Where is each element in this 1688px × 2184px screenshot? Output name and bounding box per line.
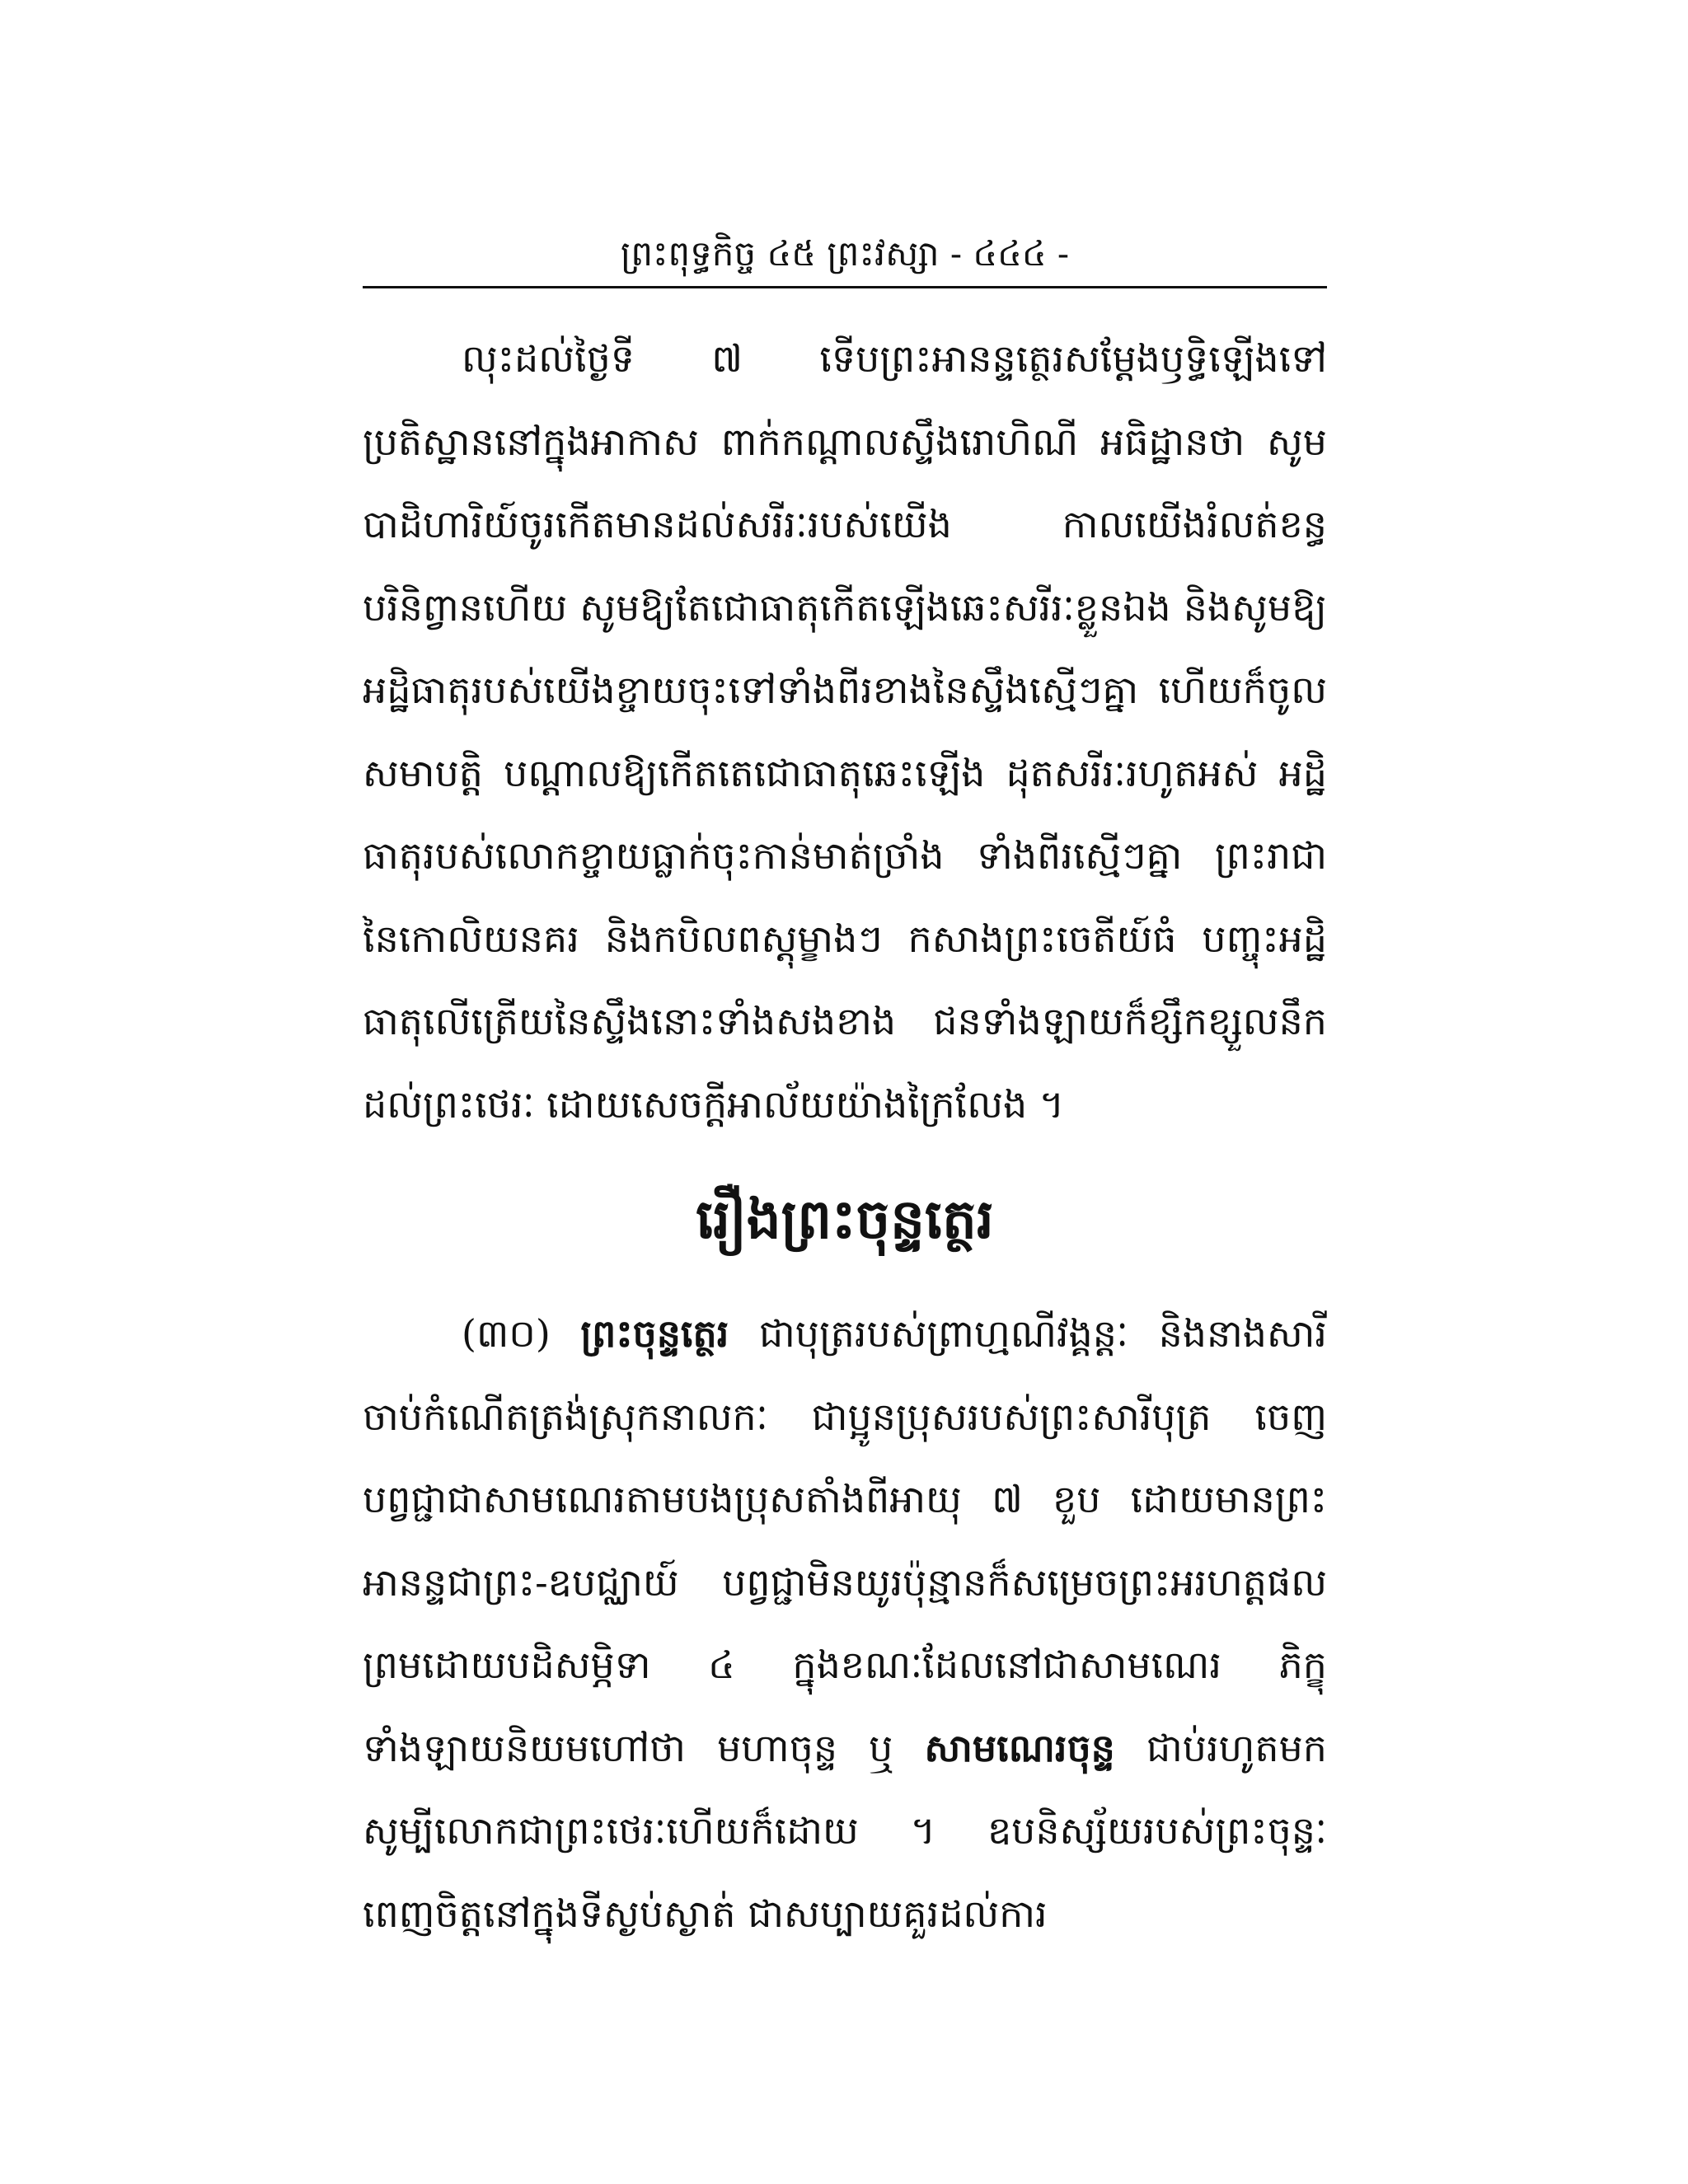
header-rule — [363, 286, 1327, 288]
paragraph-1: លុះដល់ថ្ងៃទី ៧ ទើបព្រះអានន្ទត្ថេរសម្តែងឫទ្ធិឡើងទៅប្រតិស្ឋាននៅក្នុងអាកាស ពាក់កណ្តាលស្ទឹងរោហិណី អធិដ្ឋានថា សូមបាដិហារិយ៍ចូរកើតមានដល់សរីរៈរបស់យើង កាលយើងរំលត់ខន្ធបរិនិព្វានហើយ សូមឱ្យតែជោធាតុកើតឡើងឆេះសរីរៈខ្លួនឯង និងសូមឱ្យអដ្ឋិធាតុរបស់យើងខ្ចាយចុះទៅទាំងពីរខាងនៃស្ទឹងស្មើៗគ្នា ហើយក៏ចូលសមាបត្តិ បណ្តាលឱ្យកើតតេជោធាតុឆេះឡើង ដុតសរីរៈរហូតអស់ អដ្ឋិធាតុរបស់លោកខ្ចាយធ្លាក់ចុះកាន់មាត់ច្រាំង ទាំងពីរស្មើៗគ្នា ព្រះរាជានៃកោលិយនគរ និងកបិលពស្តុម្ខាងៗ កសាងព្រះចេតីយ៍ធំ បញ្ចុះអដ្ឋិធាតុលើត្រើយនៃស្ទឹងនោះទាំងសងខាង ជនទាំងឡាយក៏ខ្សឹកខ្សួលនឹកដល់ព្រះថេរៈ ដោយសេចក្តីអាល័យយ៉ាងក្រៃលែង ។ — [363, 336, 1327, 1127]
body-text — [363, 317, 1327, 1955]
paragraph-2-text-b: ជាប់រហូតមក សូម្បីលោកជាព្រះថេរៈហើយក៏ដោយ ។ ឧបនិស្ស័យរបស់ព្រះចុន្ទៈ ពេញចិត្តនៅក្នុងទីស្ងប់ស្ងាត់ ជាសប្បាយគួរដល់ការ — [363, 1725, 1327, 1936]
section-heading: រឿងព្រះចុន្ទត្ថេរ — [696, 1187, 994, 1251]
paragraph-2 — [363, 1292, 1327, 1955]
paragraph-number: (៣០) — [462, 1311, 551, 1356]
running-header: ព្រះពុទ្ធកិច្ច ៤៥ ព្រះវស្សា - ៤៤៤ - — [620, 233, 1070, 274]
novice-name: សាមណេរចុន្ទ — [924, 1725, 1115, 1770]
monk-name: ព្រះចុន្ទត្ថេរ — [580, 1311, 729, 1356]
paragraph-2-text-a: ជាបុត្ររបស់ព្រាហ្មណីវង្គន្តៈ និងនាងសារី ចាប់កំណើតត្រង់ស្រុកនាលកៈ ជាប្អូនប្រុសរបស់ព្រះសារីបុត្រ ចេញបព្វជ្ជាជាសាមណេរតាមបងប្រុសតាំងពីអាយុ ៧ ខួប ដោយមានព្រះអានន្ទជាព្រះ-ឧបជ្ឈាយ៍ បព្វជ្ជាមិនយូរប៉ុន្មានក៏សម្រេចព្រះអរហត្តផល ព្រមដោយបដិសម្ភិទា ៤ ក្នុងខណៈដែលនៅជាសាមណេរ ភិក្ខុទាំងឡាយនិយមហៅថា មហាចុន្ទ ឬ — [363, 1311, 1327, 1770]
